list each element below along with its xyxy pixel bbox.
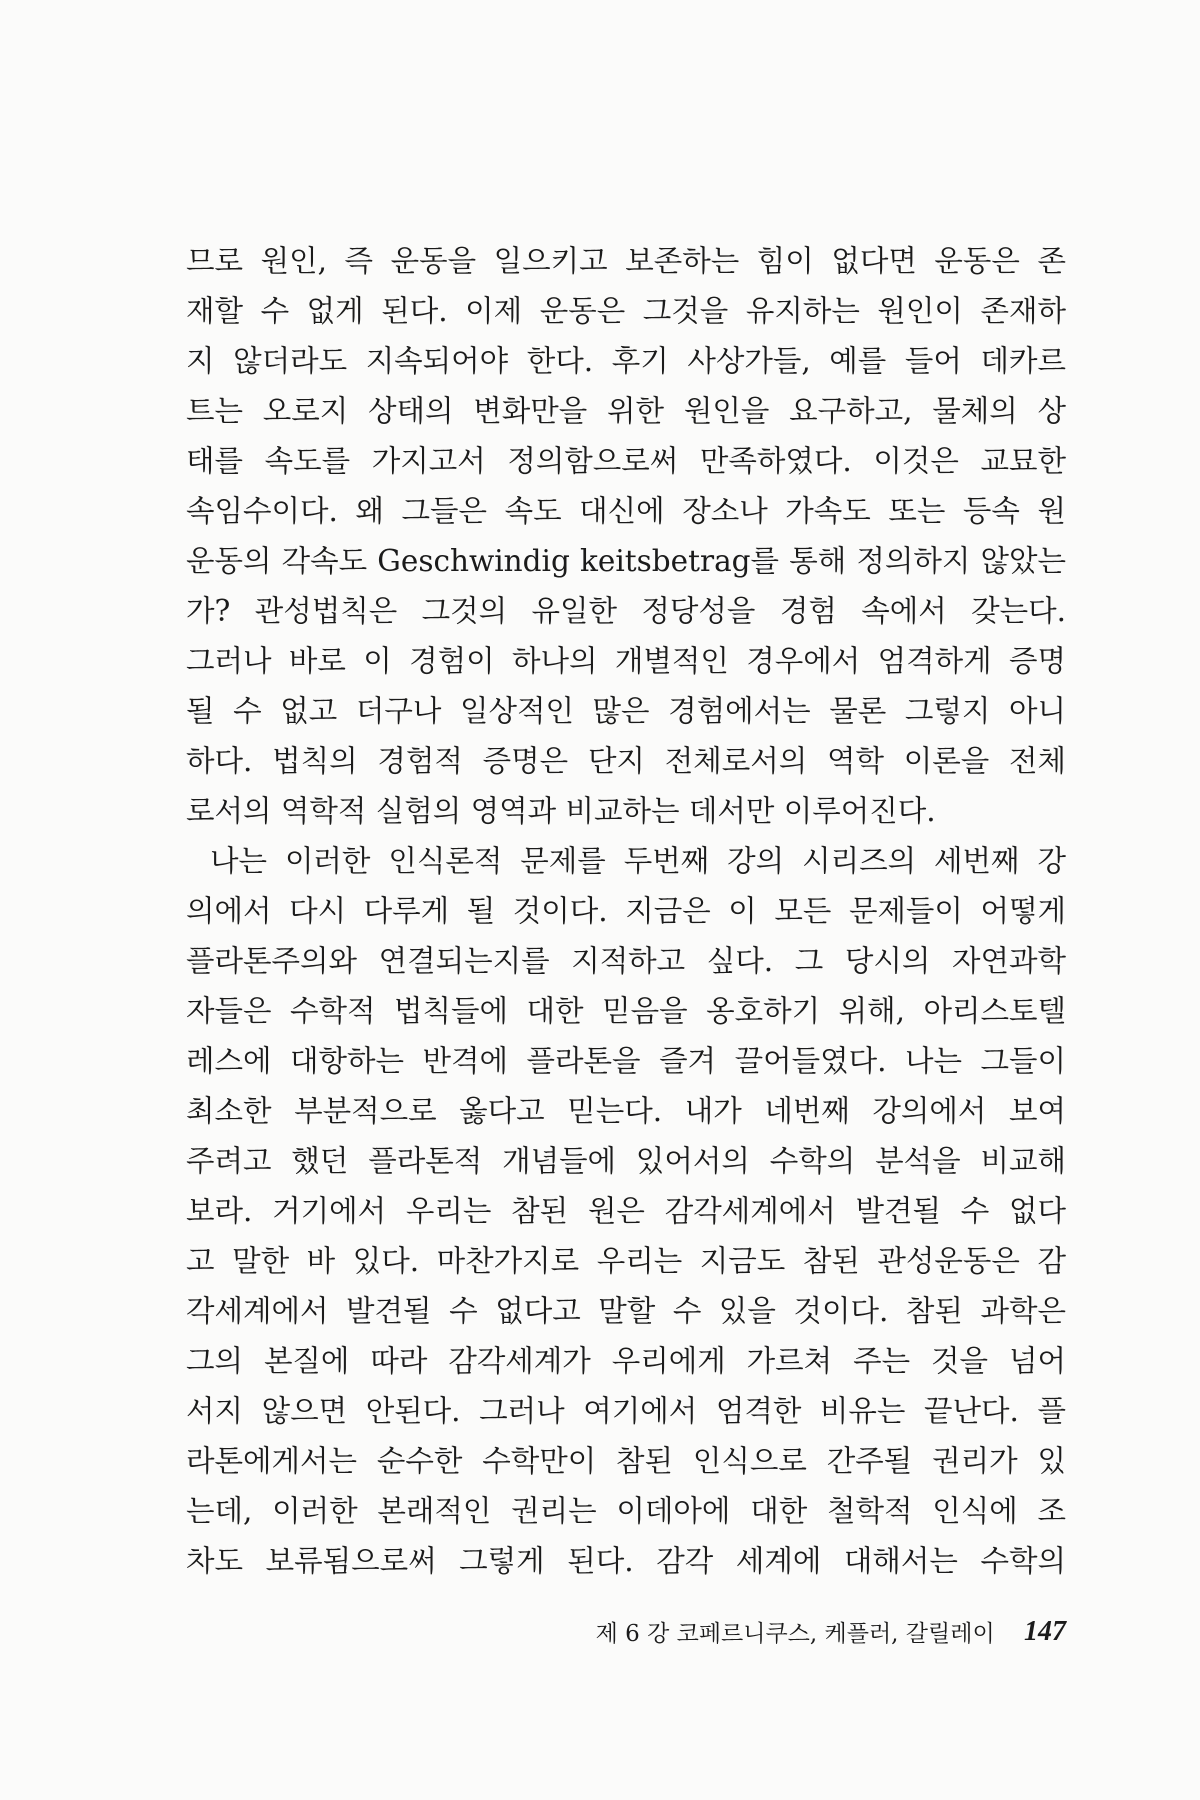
text-line: 라톤에게서는 순수한 수학만이 참된 인식으로 간주될 권리가 있 [186,1444,1066,1478]
text-line: 로서의 역학적 실험의 영역과 비교하는 데서만 이루어진다. [186,794,936,828]
body-text [186,236,1066,1586]
text-line: 고 말한 바 있다. 마찬가지로 우리는 지금도 참된 관성운동은 감 [186,1244,1066,1278]
text-line: 트는 오로지 상태의 변화만을 위한 원인을 요구하고, 물체의 상 [186,394,1066,428]
text-line: 하다. 법칙의 경험적 증명은 단지 전체로서의 역학 이론을 전체 [186,744,1066,778]
page-footer [186,1615,1066,1655]
text-line: 주려고 했던 플라톤적 개념들에 있어서의 수학의 분석을 비교해 [186,1144,1066,1178]
text-line: 자들은 수학적 법칙들에 대한 믿음을 옹호하기 위해, 아리스토텔 [186,994,1066,1028]
text-line: 플라톤주의와 연결되는지를 지적하고 싶다. 그 당시의 자연과학 [186,944,1066,978]
text-line: 는데, 이러한 본래적인 권리는 이데아에 대한 철학적 인식에 조 [186,1494,1066,1528]
text-line: 서지 않으면 안된다. 그러나 여기에서 엄격한 비유는 끝난다. 플 [186,1394,1066,1428]
text-line: 그의 본질에 따라 감각세계가 우리에게 가르쳐 주는 것을 넘어 [186,1344,1066,1378]
text-line: 므로 원인, 즉 운동을 일으키고 보존하는 힘이 없다면 운동은 존 [186,244,1066,278]
text-line: 레스에 대항하는 반격에 플라톤을 즐겨 끌어들였다. 나는 그들이 [186,1044,1066,1078]
running-head: 제 6 강 코페르니쿠스, 케플러, 갈릴레이 [595,1621,995,1647]
text-line: 지 않더라도 지속되어야 한다. 후기 사상가들, 예를 들어 데카르 [186,344,1066,378]
text-line: 가? 관성법칙은 그것의 유일한 정당성을 경험 속에서 갖는다. [186,594,1066,628]
text-line: 운동의 각속도 Geschwindig keitsbetrag를 통해 정의하지 않았는 [186,544,1066,578]
text-line: 속임수이다. 왜 그들은 속도 대신에 장소나 가속도 또는 등속 원 [186,494,1066,528]
text-line: 될 수 없고 더구나 일상적인 많은 경험에서는 물론 그렇지 아니 [186,694,1066,728]
text-line: 각세계에서 발견될 수 없다고 말할 수 있을 것이다. 참된 과학은 [186,1294,1066,1328]
text-line: 최소한 부분적으로 옳다고 믿는다. 내가 네번째 강의에서 보여 [186,1094,1066,1128]
text-line: 보라. 거기에서 우리는 참된 원은 감각세계에서 발견될 수 없다 [186,1194,1066,1228]
text-line: 재할 수 없게 된다. 이제 운동은 그것을 유지하는 원인이 존재하 [186,294,1066,328]
text-line: 나는 이러한 인식론적 문제를 두번째 강의 시리즈의 세번째 강 [210,844,1066,878]
text-line: 차도 보류됨으로써 그렇게 된다. 감각 세계에 대해서는 수학의 [186,1544,1066,1578]
text-line: 태를 속도를 가지고서 정의함으로써 만족하였다. 이것은 교묘한 [186,444,1066,478]
page-number: 147 [1024,1615,1066,1647]
text-line: 그러나 바로 이 경험이 하나의 개별적인 경우에서 엄격하게 증명 [186,644,1066,678]
text-line: 의에서 다시 다루게 될 것이다. 지금은 이 모든 문제들이 어떻게 [186,894,1066,928]
